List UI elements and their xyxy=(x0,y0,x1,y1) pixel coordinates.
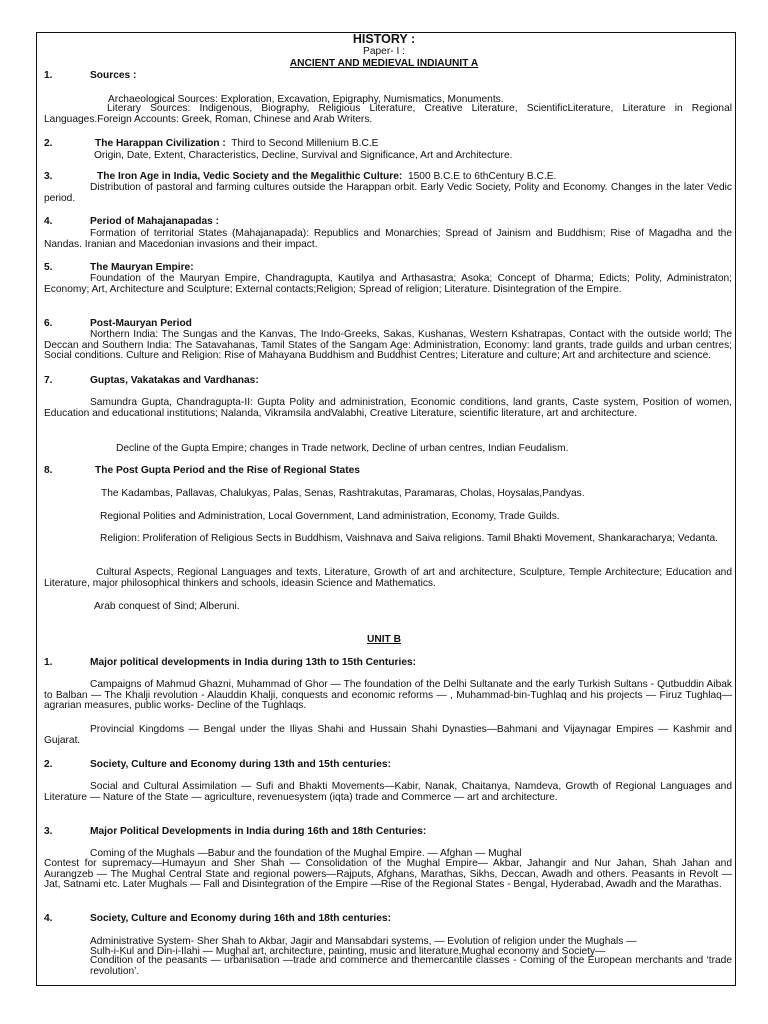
paragraph: Northern India: The Sungas and the Kanvas, The Indo-Greeks, Sakas, Kushanas, Western Kshatrapas, Contact with the outside world; The Deccan and Southern India: The Satavahanas, Tamil States of the Sangam Age: Administration, Economy: land grants, trade guilds and urban centres; Social conditions. Culture and Religion: Rise of Mahayana Buddhism and Buddhist Centres; Literature and culture; Art and architecture and science. xyxy=(44,329,732,361)
section-title: Major political developments in India during 13th to 15th Centuries: xyxy=(90,657,417,668)
section-subtitle: 1500 B.C.E to 6thCentury B.C.E. xyxy=(407,171,557,182)
section-title: The Mauryan Empire: xyxy=(90,262,194,273)
paragraph: Archaeological Sources: Exploration, Excavation, Epigraphy, Numismatics, Monuments. xyxy=(108,94,504,105)
section-number: 6. xyxy=(44,318,53,329)
section-number: 3. xyxy=(44,826,53,837)
section-heading-line xyxy=(95,138,378,149)
paragraph: Literary Sources: Indigenous, Biography, Religious Literature, Creative Literature, ScientificLiterature, Literature in Regional Languages.Foreign Accounts: Greek, Roman, Chinese and Arab Writers. xyxy=(44,103,732,125)
paragraph: Arab conquest of Sind; Alberuni. xyxy=(94,601,240,612)
unit-b-heading: UNIT B xyxy=(367,634,401,645)
paragraph: Coming of the Mughals —Babur and the foundation of the Mughal Empire. — Afghan — Mughal xyxy=(90,848,522,859)
unit-a-heading: ANCIENT AND MEDIEVAL INDIAUNIT A xyxy=(289,58,479,69)
paragraph: Regional Polities and Administration, Local Government, Land administration, Economy, Trade Guilds. xyxy=(100,511,560,522)
section-number: 8. xyxy=(44,465,53,476)
paragraph: Distribution of pastoral and farming cultures outside the Harappan orbit. Early Vedic Society, Polity and Economy. Changes in the later Vedic period. xyxy=(44,182,732,204)
section-number: 2. xyxy=(44,138,53,149)
paragraph: Samundra Gupta, Chandragupta-II: Gupta Polity and administration, Economic conditions, land grants, Caste system, Position of women, Education and educational institutions; Nalanda, Vikramsila andValabhi, Creative Literature, scientific literature, art and architecture. xyxy=(44,397,732,419)
section-title: Guptas, Vakatakas and Vardhanas: xyxy=(90,375,259,386)
paragraph: Origin, Date, Extent, Characteristics, Decline, Survival and Significance, Art and Architecture. xyxy=(94,150,513,161)
paragraph: Foundation of the Mauryan Empire, Chandragupta, Kautilya and Arthasastra; Asoka; Concept of Dharma; Edicts; Polity, Administraton; Economy; Art, Architecture and Sculpture; External contacts;Religion; Spread of religion; Literature. Disintegration of the Empire. xyxy=(44,273,732,295)
section-number: 2. xyxy=(44,759,53,770)
paragraph: Sulh-i-Kul and Din-i-Ilahi — Mughal art, architecture, painting, music and literature,Mughal economy and Society— xyxy=(90,946,606,957)
section-number: 1. xyxy=(44,657,53,668)
section-number: 4. xyxy=(44,913,53,924)
section-title: Period of Mahajanapadas : xyxy=(90,216,220,227)
paragraph: Decline of the Gupta Empire; changes in Trade network, Decline of urban centres, Indian Feudalism. xyxy=(116,443,569,454)
paragraph: The Kadambas, Pallavas, Chalukyas, Palas, Senas, Rashtrakutas, Paramaras, Cholas, Hoysalas,Pandyas. xyxy=(101,488,585,499)
paragraph: Religion: Proliferation of Religious Sects in Buddhism, Vaishnava and Saiva religions. Tamil Bhakti Movement, Shankaracharya; Vedanta. xyxy=(100,533,718,544)
section-subtitle: Third to Second Millenium B.C.E xyxy=(231,138,379,149)
section-number: 5. xyxy=(44,262,53,273)
paper-label: Paper- I : xyxy=(363,46,405,57)
section-title: The Harappan Civilization : xyxy=(95,138,226,149)
section-title: The Post Gupta Period and the Rise of Regional States xyxy=(95,465,360,476)
section-number: 7. xyxy=(44,375,53,386)
paragraph: Cultural Aspects, Regional Languages and texts, Literature, Growth of art and architecture, Sculpture, Temple Architecture; Education and Literature, major philosophical thinkers and schools, ideasin Science and Mathematics. xyxy=(44,567,732,589)
section-number: 3. xyxy=(44,171,53,182)
paragraph: Condition of the peasants — urbanisation —trade and commerce and themercantile classes - Coming of the European merchants and ‘trade revolution’. xyxy=(90,955,732,977)
section-title: Society, Culture and Economy during 13th and 15th centuries: xyxy=(90,759,391,770)
section-title: Society, Culture and Economy during 16th and 18th centuries: xyxy=(90,913,391,924)
paragraph: Formation of territorial States (Mahajanapada): Republics and Monarchies; Spread of Jainism and Buddhism; Rise of Magadha and the Nandas. Iranian and Macedonian invasions and their impact. xyxy=(44,228,732,250)
section-number: 1. xyxy=(44,70,53,81)
paragraph: Provincial Kingdoms — Bengal under the Iliyas Shahi and Hussain Shahi Dynasties—Bahmani and Vijaynagar Empires — Kashmir and Gujarat. xyxy=(44,724,732,746)
paragraph: Contest for supremacy—Humayun and Sher Shah — Consolidation of the Mughal Empire— Akbar, Jahangir and Nur Jahan, Shah Jahan and Aurangzeb — The Mughal Central State and regional powers—Rajputs, Afghans, Marathas, Sikhs, Deccan, Awadh and others. Peasants in Revolt — Jat, Satnami etc. Later Mughals — Fall and Disintegration of the Empire —Rise of the Regional States - Bengal, Hyderabad, Awadh and the Marathas. xyxy=(44,858,732,890)
paragraph: Administrative System- Sher Shah to Akbar, Jagir and Mansabdari systems, — Evolution of religion under the Mughals — xyxy=(90,936,637,947)
paragraph: Campaigns of Mahmud Ghazni, Muhammad of Ghor — The foundation of the Delhi Sultanate and the early Turkish Sultans - Qutbuddin Aibak to Balban — The Khalji revolution - Alauddin Khalji, conquests and economic reforms — , Muhammad-bin-Tughlaq and his projects — Firuz Tughlaq— agrarian measures, public works- Decline of the Tughlaqs. xyxy=(44,679,732,711)
page-title: HISTORY : xyxy=(352,32,416,46)
section-heading-line xyxy=(97,171,556,182)
section-number: 4. xyxy=(44,216,53,227)
section-title: The Iron Age in India, Vedic Society and the Megalithic Culture: xyxy=(97,171,403,182)
section-title: Post-Mauryan Period xyxy=(90,318,192,329)
section-title: Major Political Developments in India during 16th and 18th Centuries: xyxy=(90,826,427,837)
paragraph: Social and Cultural Assimilation — Sufi and Bhakti Movements—Kabir, Nanak, Chaitanya, Namdeva, Growth of Regional Languages and Literature — Nature of the State — agriculture, revenuesystem (iqta) trade and Commerce — art and architecture. xyxy=(44,781,732,803)
section-title: Sources : xyxy=(90,70,137,81)
